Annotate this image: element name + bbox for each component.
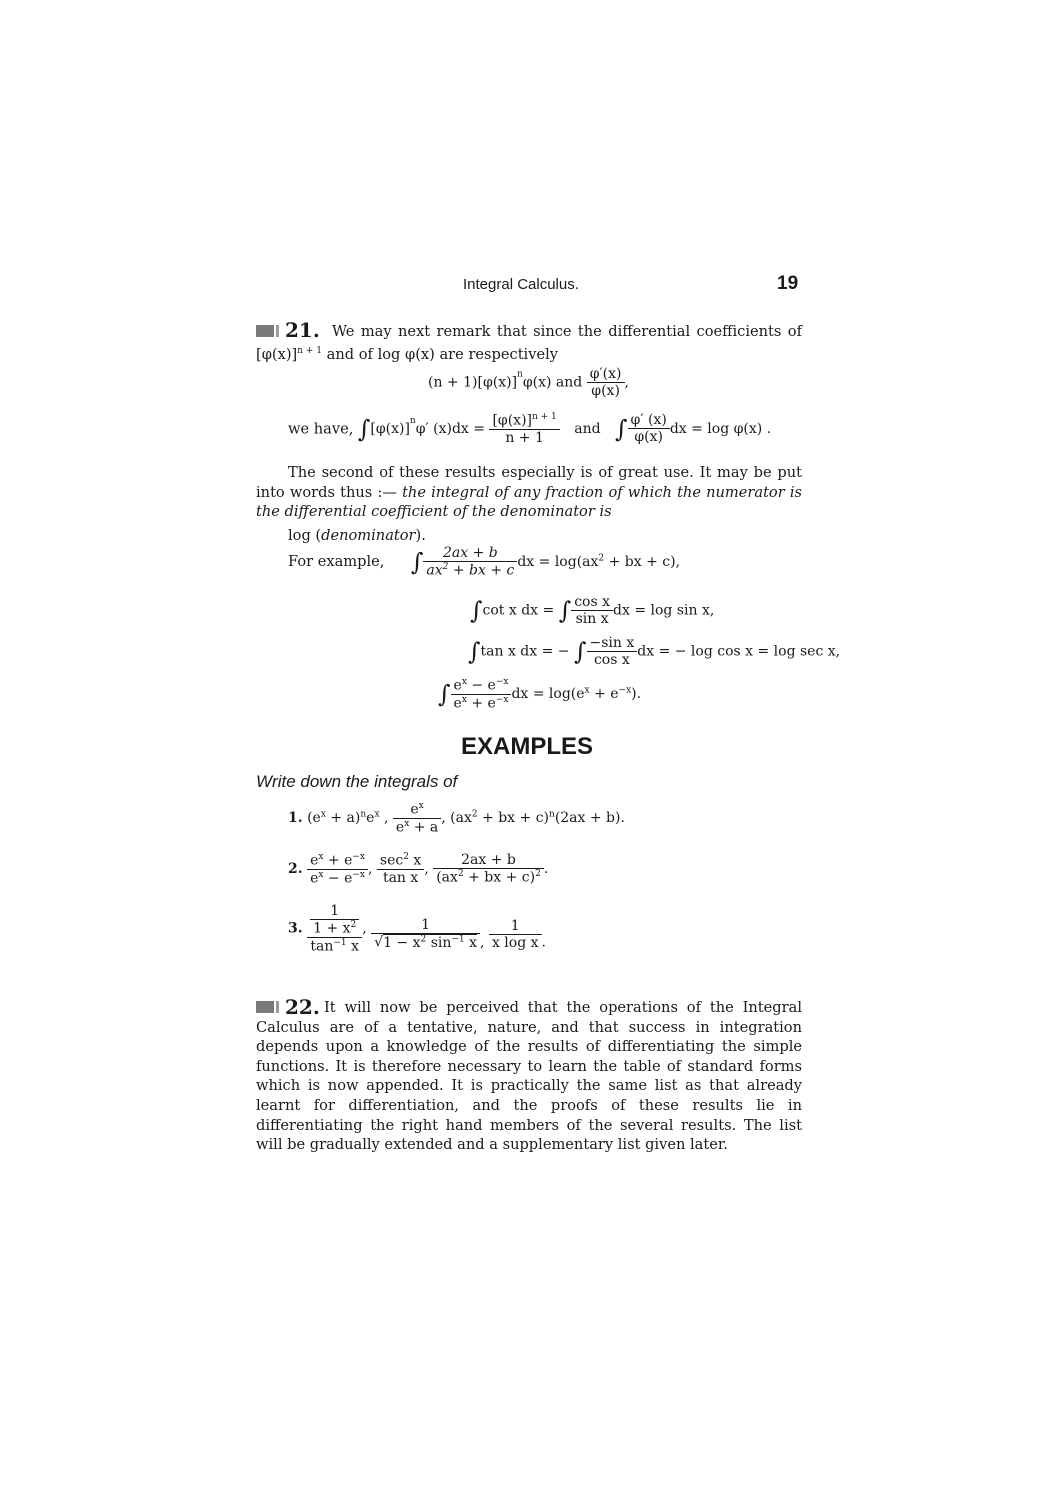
running-header-title: Integral Calculus.: [463, 276, 579, 293]
section-22-paragraph: It will now be perceived that the operations of the Integral Calculus are of a tentative, nature, and that success in integration depends upon a knowledge of the results of differentiating the simple functions. It is therefore necessary to learn the table of standard forms which is now appended. It is practically the same list as that already learnt for differentiation, and the proofs of these results lie in differentiating the right hand members of the several results. The list will be gradually extended and a supplementary list given later.: [256, 999, 802, 1154]
example-integral-4: ∫ $\frac{e^x - e^{-x}}{e^x + e^{-x}}$ dx = $\log(e^x + e^{-x})$.: [438, 677, 642, 712]
examples-heading: EXAMPLES: [461, 733, 594, 760]
coefficients-formula: $(n + 1)[\varphi(x)]^n\varphi(x)$ and $\frac{\varphi'(x)}{\varphi(x)}$ ,: [428, 366, 629, 399]
page-number: 19: [777, 273, 799, 294]
integral-results: we have, $\int[\varphi(x)]^n\varphi'$ (x)dx = $\frac{[\varphi(x)]^{n + 1}}{n + 1}$ and ∫ $\frac{\varphi' (x)}{\varphi(x)}$ dx = log φ(x) .: [288, 412, 772, 446]
log-denominator-line: log (denominator).: [288, 527, 426, 544]
examples-subtitle: Write down the integrals of: [256, 772, 458, 791]
example-integral-3: ∫tan x dx = − ∫ $\frac{\text{−sin x}}{\text{cos x}}$ dx = − log cos x = log sec x,: [468, 635, 841, 668]
example-item-3: 3. $\frac{\frac{1}{1 + x^2}}{\tan^{-1} x}$ , $\frac{1}{√1 - x^2 \sin^{-1} x}$ , $\frac{1}{\text{x log x}}$ .: [288, 903, 546, 955]
section-marker-icon: [256, 325, 274, 337]
section-21-paragraph: The second of these results especially is of great use. It may be put into words thus :— the integral of any fraction of which the numerator is the differential coefficient of the denominator is: [256, 464, 802, 521]
example-item-1: 1. $(e^x + a)^ne^x$ , $\frac{e^x}{e^x + a}$ , ($ax^2$ + bx + c)$^n$(2ax + b).: [288, 801, 625, 836]
example-item-2: 2. $\frac{e^x + e^{-x}}{e^x - e^{-x}}$ , $\frac{\sec^2 x}{\text{tan x}}$ , $\frac{2ax + b}{(ax^2 + bx + c)^2}$ .: [288, 852, 549, 887]
section-21-intro-line2: $[\varphi(x)]^{n + 1}$ and of log φ(x) are respectively: [256, 345, 559, 363]
section-21-intro-line1: We may next remark that since the differential coefficients of: [332, 323, 802, 340]
example-integral-2: ∫cot x dx = ∫ $\frac{\text{cos x}}{\text{sin x}}$ dx = log sin x,: [470, 594, 715, 627]
example-integral-1: For example, ∫ $\frac{2ax + b}{ax^2 + bx + c}$ dx = $\log(ax^2$ + bx + c),: [288, 545, 681, 579]
section-21-number: 21.: [285, 318, 320, 342]
section-22-number: 22.: [285, 995, 320, 1019]
